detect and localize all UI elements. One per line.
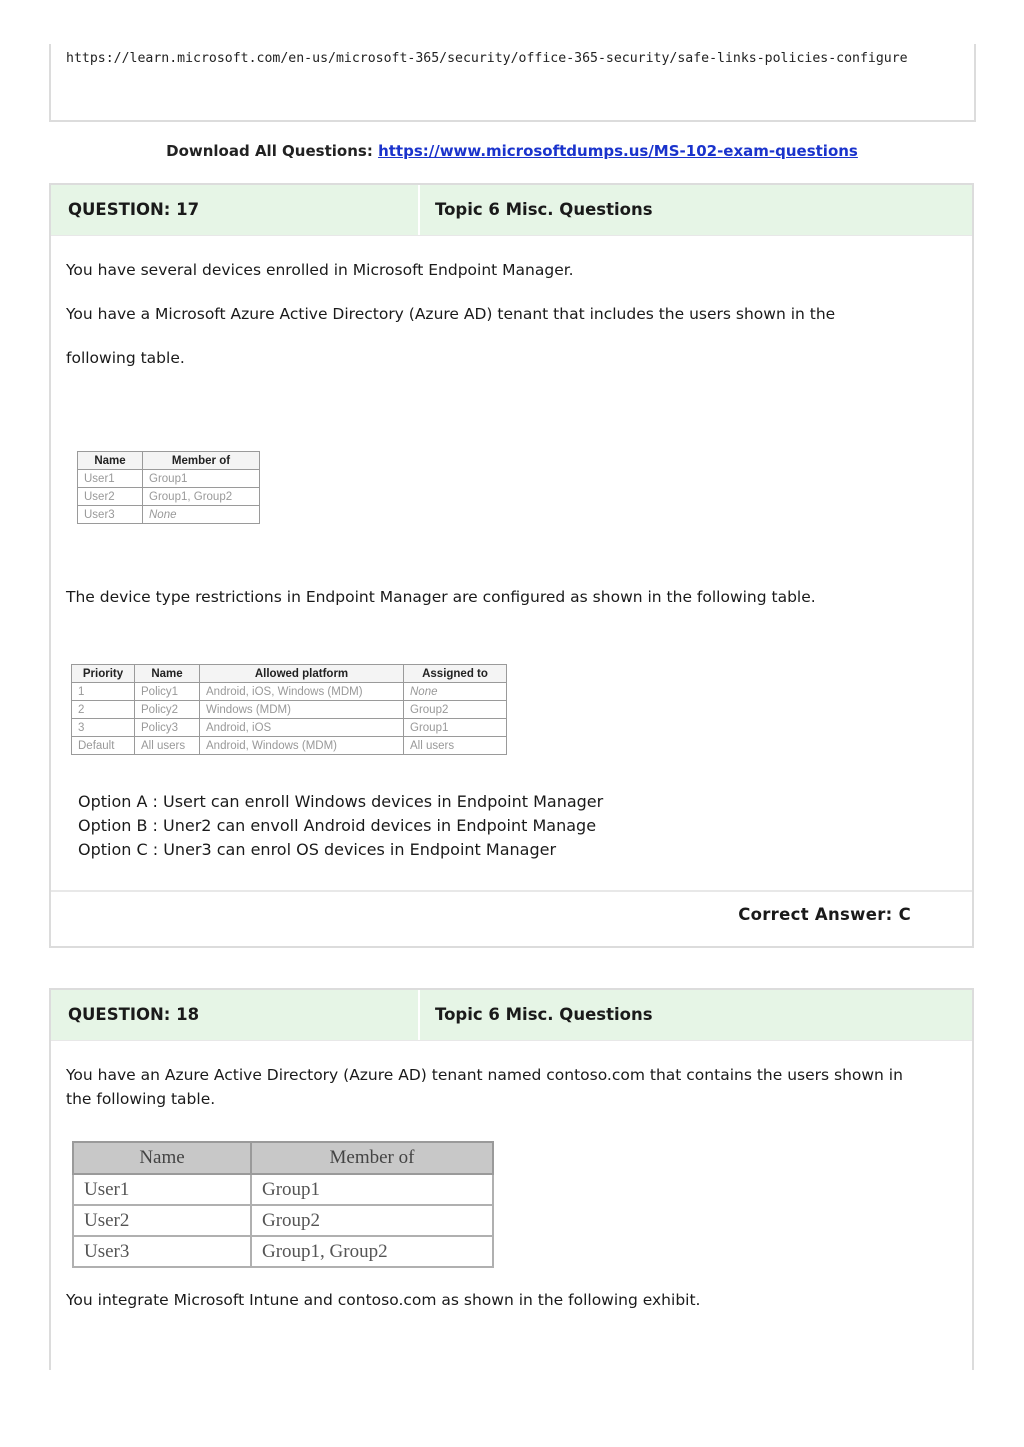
download-banner [0,142,1024,160]
table-cell: Group1 [251,1174,493,1205]
question-text: following table. [66,349,185,367]
table-cell: User1 [78,470,143,488]
question-header [51,990,972,1041]
question-text: The device type restrictions in Endpoint Manager are configured as shown in the following table. [66,588,816,606]
table-row [78,470,260,488]
question-topic: Topic 6 Misc. Questions [435,1005,653,1024]
question-17-card [49,183,974,948]
table-cell: User2 [73,1205,251,1236]
question-text: the following table. [66,1090,216,1108]
table-cell: Android, Windows (MDM) [200,737,404,755]
question-topic: Topic 6 Misc. Questions [435,200,653,219]
column-header: Name [78,452,143,470]
download-label: Download All Questions: [166,142,373,160]
table-cell: Policy1 [135,683,200,701]
table-cell: Android, iOS [200,719,404,737]
question-header [51,185,972,236]
table-cell: Group2 [251,1205,493,1236]
table-cell: None [404,683,507,701]
download-link[interactable]: https://www.microsoftdumps.us/MS-102-exam-questions [378,142,858,160]
table-cell: User2 [78,488,143,506]
table-cell: User3 [78,506,143,524]
question-text: You integrate Microsoft Intune and contoso.com as shown in the following exhibit. [66,1291,701,1309]
option-b[interactable]: Option B : Uner2 can envoll Android devices in Endpoint Manage [78,816,597,835]
table-cell: Default [72,737,135,755]
column-header: Member of [251,1142,493,1174]
table-row [72,701,507,719]
question-number: QUESTION: 18 [51,990,420,1040]
table-cell: 1 [72,683,135,701]
users-table [77,451,260,524]
question-text: You have several devices enrolled in Microsoft Endpoint Manager. [66,261,574,279]
answer-options [78,790,603,862]
table-cell: Android, iOS, Windows (MDM) [200,683,404,701]
question-text: You have a Microsoft Azure Active Directory (Azure AD) tenant that includes the users shown in the [66,305,836,323]
table-row [72,683,507,701]
question-number: QUESTION: 17 [51,185,420,235]
column-header: Allowed platform [200,665,404,683]
table-cell: User3 [73,1236,251,1267]
column-header: Member of [143,452,260,470]
column-header: Name [135,665,200,683]
question-18-card [49,988,974,1370]
correct-answer: Correct Answer: C [738,905,911,924]
table-cell: Policy2 [135,701,200,719]
table-cell: Group1 [143,470,260,488]
table-row [72,737,507,755]
option-c[interactable]: Option C : Uner3 can enrol OS devices in Endpoint Manager [78,840,557,859]
table-cell: User1 [73,1174,251,1205]
table-row [73,1236,493,1267]
table-cell: Group1 [404,719,507,737]
table-cell: Group1, Group2 [251,1236,493,1267]
column-header: Assigned to [404,665,507,683]
table-row [73,1174,493,1205]
question-text: You have an Azure Active Directory (Azure AD) tenant named contoso.com that contains the users shown in [66,1066,903,1084]
column-header: Name [73,1142,251,1174]
table-cell: 3 [72,719,135,737]
answer-row [51,890,972,944]
option-a[interactable]: Option A : Usert can enroll Windows devices in Endpoint Manager [78,792,604,811]
table-row [72,719,507,737]
table-row [78,488,260,506]
table-cell: 2 [72,701,135,719]
previous-answer-box [49,44,976,122]
reference-url[interactable]: https://learn.microsoft.com/en-us/microsoft-365/security/office-365-security/safe-links-policies-configure [66,51,908,66]
table-cell: Windows (MDM) [200,701,404,719]
table-cell: Group2 [404,701,507,719]
column-header: Priority [72,665,135,683]
table-row [73,1205,493,1236]
table-row [78,506,260,524]
table-cell: Policy3 [135,719,200,737]
table-cell: Group1, Group2 [143,488,260,506]
table-cell: None [143,506,260,524]
table-cell: All users [135,737,200,755]
table-cell: All users [404,737,507,755]
users-table [72,1141,494,1268]
device-restrictions-table [71,664,507,755]
